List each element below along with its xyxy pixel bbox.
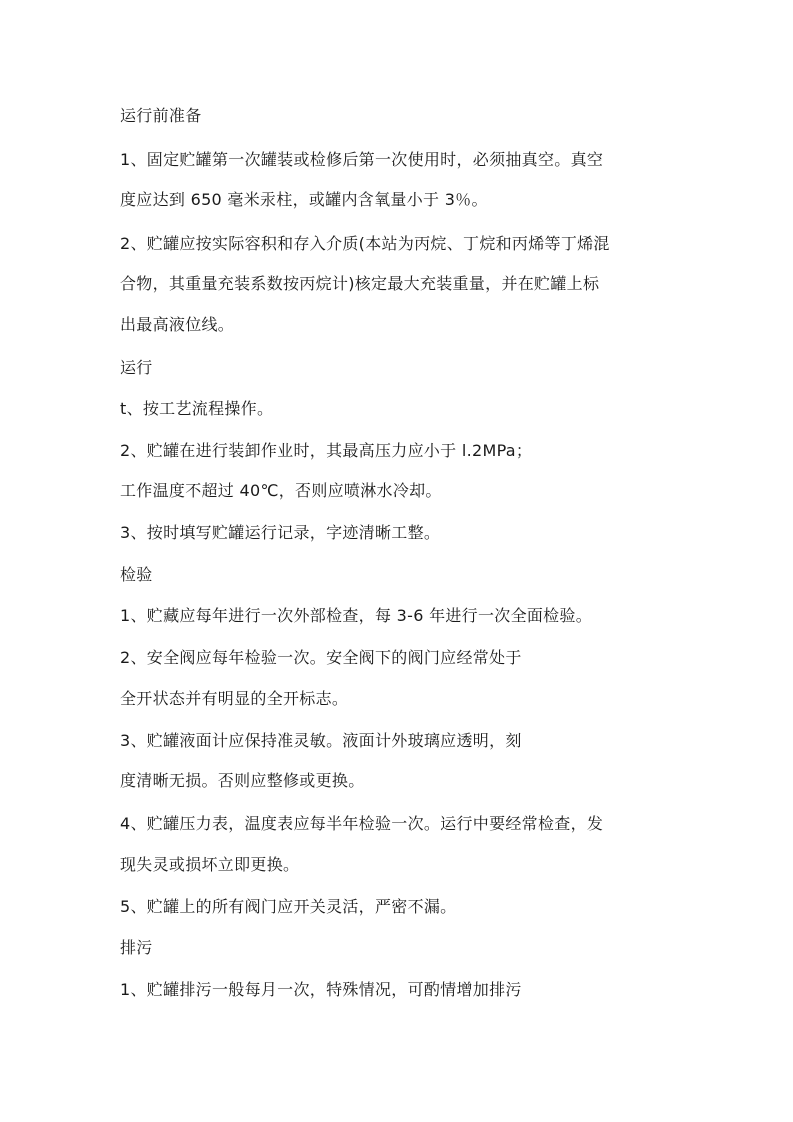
paragraph-line: 3、按时填写贮罐运行记录，字迹清晰工整。 [120,523,441,542]
paragraph-line: 度应达到 650 毫米汞柱，或罐内含氧量小于 3％。 [120,190,488,209]
paragraph-line: t、按工艺流程操作。 [120,399,274,418]
paragraph-line: 2、安全阀应每年检验一次。安全阀下的阀门应经常处于 [120,648,522,667]
paragraph-line: 出最高液位线。 [120,315,235,334]
paragraph-line: 2、贮罐应按实际容积和存入介质(本站为丙烷、丁烷和丙烯等丁烯混 [120,234,610,253]
section-heading-operation: 运行 [120,358,153,377]
paragraph-line: 1、贮藏应每年进行一次外部检查，每 3-6 年进行一次全面检验。 [120,606,593,625]
section-heading-inspection: 检验 [120,565,153,584]
section-heading-preparation: 运行前准备 [120,106,202,125]
paragraph-line: 工作温度不超过 40℃，否则应喷淋水冷却。 [120,481,442,500]
section-heading-drainage: 排污 [120,938,153,957]
paragraph-line: 现失灵或损坏立即更换。 [120,855,300,874]
paragraph-line: 1、贮罐排污一般每月一次，特殊情况，可酌情增加排污 [120,980,522,999]
paragraph-line: 1、固定贮罐第一次罐装或检修后第一次使用时，必须抽真空。真空 [120,150,604,169]
paragraph-line: 合物，其重量充装系数按丙烷计)核定最大充装重量，并在贮罐上标 [120,274,600,293]
paragraph-line: 2、贮罐在进行装卸作业时，其最高压力应小于 l.2MPa； [120,441,533,460]
paragraph-line: 5、贮罐上的所有阀门应开关灵活，严密不漏。 [120,897,457,916]
paragraph-line: 3、贮罐液面计应保持准灵敏。液面计外玻璃应透明，刻 [120,731,522,750]
paragraph-line: 度清晰无损。否则应整修或更换。 [120,771,365,790]
paragraph-line: 4、贮罐压力表，温度表应每半年检验一次。运行中要经常检查，发 [120,814,604,833]
paragraph-line: 全开状态并有明显的全开标志。 [120,689,349,708]
